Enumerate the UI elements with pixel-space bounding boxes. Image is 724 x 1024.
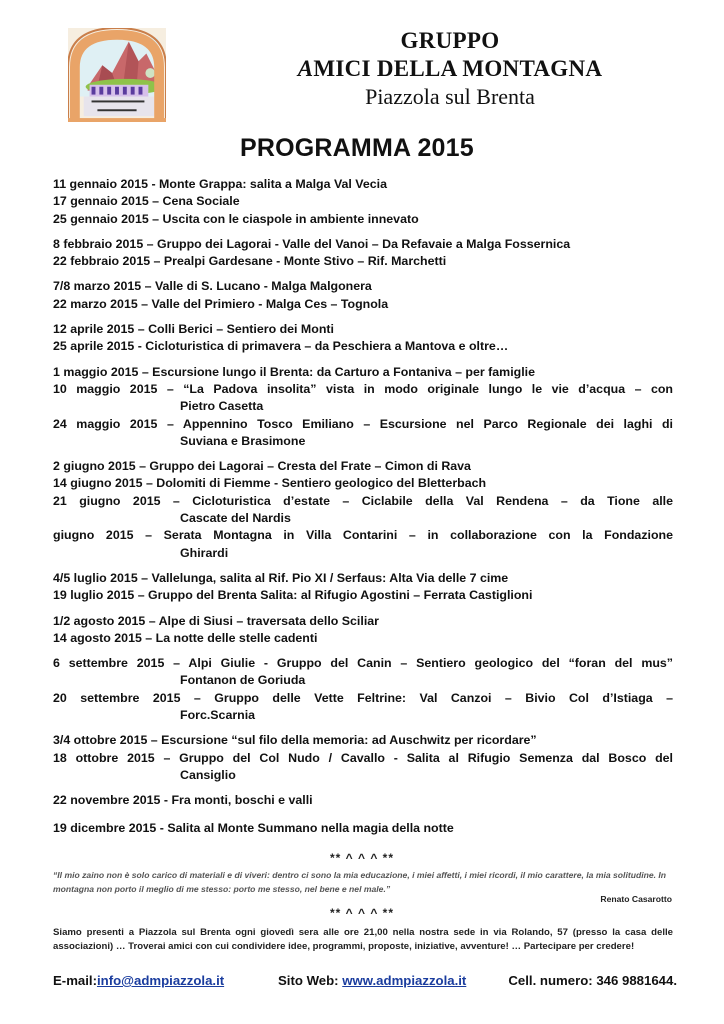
event-text: 4/5 luglio 2015 – Vallelunga, salita al Rif. Pio XI / Serfaus: Alta Via delle 7 cime [53,570,509,585]
group-name-initial: A [297,56,314,81]
program-event [53,570,673,587]
program-month-group [53,655,673,724]
event-text-continuation: Ghirardi [180,545,229,560]
event-text: 8 febbraio 2015 – Gruppo dei Lagorai - Valle del Vanoi – Da Refavaie a Malga Fossernica [53,236,571,251]
group-name-rest: MICI DELLA MONTAGNA [313,56,603,81]
event-text-continuation: Suviana e Brasimone [180,433,306,448]
event-text: 18 ottobre 2015 – Gruppo del Col Nudo / Cavallo - Salita al Rifugio Semenza dal Bosco del [53,750,673,765]
website-link[interactable]: www.admpiazzola.it [342,973,467,988]
event-text: 22 marzo 2015 – Valle del Primiero - Malga Ces – Tognola [53,296,389,311]
event-text: 2 giugno 2015 – Gruppo dei Lagorai – Cresta del Frate – Cimon di Rava [53,459,471,474]
event-text: 24 maggio 2015 – Appennino Tosco Emiliano – Escursione nel Parco Regionale dei laghi di [53,416,673,431]
event-text: 21 giugno 2015 – Cicloturistica d’estate – Ciclabile della Val Rendena – da Tione alle [53,493,673,508]
program-event [53,416,673,451]
contacts-row [53,973,677,993]
program-month-group [53,820,673,837]
email-contact [53,973,224,988]
program-event [53,338,673,355]
event-text-continuation: Fontanon de Goriuda [180,673,306,688]
program-event [53,493,673,528]
program-event [53,820,673,837]
program-month-group [53,236,673,271]
event-text: 19 luglio 2015 – Gruppo del Brenta Salita: al Rifugio Agostini – Ferrata Castiglioni [53,588,533,603]
event-text: 1 maggio 2015 – Escursione lungo il Brenta: da Carturo a Fontaniva – per famiglie [53,364,535,379]
website-contact [278,973,466,988]
event-text: 19 dicembre 2015 - Salita al Monte Summano nella magia della notte [53,820,454,835]
program-month-group [53,364,673,450]
program-event [53,381,673,416]
website-label: Sito Web: [278,973,343,988]
association-logo-icon [68,28,166,122]
event-text-continuation: Pietro Casetta [180,399,264,414]
program-event [53,321,673,338]
group-name-line1: GRUPPO [400,28,500,53]
program-event [53,732,673,749]
event-text-continuation: Forc.Scarnia [180,708,256,723]
event-text: 12 aprile 2015 – Colli Berici – Sentiero dei Monti [53,322,334,337]
program-event [53,690,673,725]
quote-author: Renato Casarotto [600,894,672,904]
program-event [53,613,673,630]
quote-text: “Il mio zaino non è solo carico di materiali e di viveri: dentro ci sono la mia educazione, i miei affetti, i miei ricordi, il mio carattere, la mia solitudine. In montagna non porto il meglio di me stesso: porto me stesso, nel bene e nel male.” [53,870,667,894]
program-event [53,630,673,647]
program-event [53,792,673,809]
page-title: PROGRAMMA 2015 [240,134,474,162]
program-event [53,655,673,690]
event-text: 14 giugno 2015 – Dolomiti di Fiemme - Sentiero geologico del Bletterbach [53,476,487,491]
program-event [53,278,673,295]
program-month-group [53,792,673,809]
group-name-line2 [250,56,650,82]
program-event [53,176,673,193]
program-event [53,475,673,492]
program-list [53,176,673,845]
event-text: 22 novembre 2015 - Fra monti, boschi e valli [53,793,313,808]
event-text-continuation: Cansiglio [180,767,236,782]
program-event [53,587,673,604]
program-month-group [53,570,673,605]
program-event [53,458,673,475]
event-text: 7/8 marzo 2015 – Valle di S. Lucano - Malga Malgonera [53,279,372,294]
event-text: 10 maggio 2015 – “La Padova insolita” vista in modo originale lungo le vie d’acqua – con [53,381,673,396]
event-text: 11 gennaio 2015 - Monte Grappa: salita a Malga Val Vecia [53,177,387,191]
separator: ** ^ ^ ^ ** [329,851,395,865]
group-location: Piazzola sul Brenta [365,84,535,109]
event-text: 22 febbraio 2015 – Prealpi Gardesane - Monte Stivo – Rif. Marchetti [53,254,447,269]
event-text: 20 settembre 2015 – Gruppo delle Vette Feltrine: Val Canzoi – Bivio Col d’Istiaga – [53,690,673,705]
program-month-group [53,732,673,784]
program-event [53,750,673,785]
email-label: E-mail: [53,973,97,988]
program-month-group [53,321,673,356]
program-event [53,527,673,562]
program-month-group [53,176,673,228]
program-event [53,211,673,228]
program-month-group [53,613,673,648]
program-event [53,253,673,270]
phone-number: Cell. numero: 346 9881644. [508,973,677,988]
event-text: 25 gennaio 2015 – Uscita con le ciaspole in ambiente innevato [53,211,419,226]
event-text: 14 agosto 2015 – La notte delle stelle cadenti [53,630,318,645]
program-month-group [53,458,673,562]
event-text: 3/4 ottobre 2015 – Escursione “sul filo della memoria: ad Auschwitz per ricordare” [53,733,537,748]
event-text: 1/2 agosto 2015 – Alpe di Siusi – traversata dello Sciliar [53,613,379,628]
event-text: giugno 2015 – Serata Montagna in Villa Contarini – in collaborazione con la Fondazione [53,528,673,543]
event-text: 6 settembre 2015 – Alpi Giulie - Gruppo del Canin – Sentiero geologico del “foran del mus” [53,656,673,671]
program-event [53,364,673,381]
event-text-continuation: Cascate del Nardis [180,511,291,526]
program-event [53,193,673,210]
email-link[interactable]: info@admpiazzola.it [96,973,225,988]
program-month-group [53,278,673,313]
event-text: 25 aprile 2015 - Cicloturistica di primavera – da Peschiera a Mantova e oltre… [53,339,509,354]
event-text: 17 gennaio 2015 – Cena Sociale [53,194,240,209]
program-event [53,236,673,253]
separator: ** ^ ^ ^ ** [329,906,395,920]
meeting-info: Siamo presenti a Piazzola sul Brenta ogni giovedì sera alle ore 21,00 nella nostra sede in via Rolando, 57 (presso la casa delle associazioni) … Troverai amici con cui condividere idee, programmi, proposte, iniziative, avventure! … Partecipare per credere! [53,927,673,952]
program-event [53,296,673,313]
